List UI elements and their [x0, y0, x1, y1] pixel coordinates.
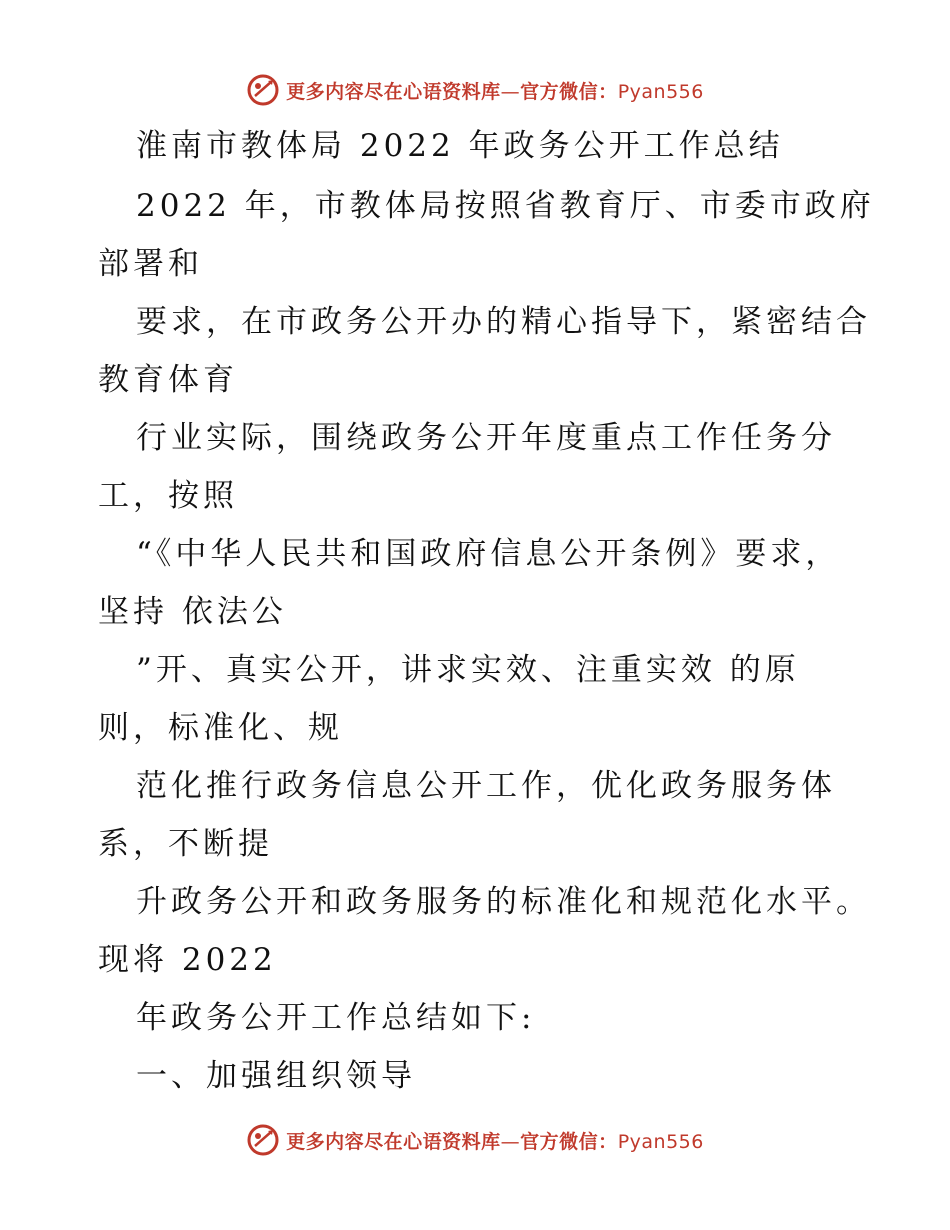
paragraph-line: 工，按照 [98, 478, 238, 514]
document-title: 淮南市教体局 2022 年政务公开工作总结 [136, 128, 784, 164]
paragraph-line: 部署和 [98, 246, 203, 282]
paragraph-line: 2022 年，市教体局按照省教育厅、市委市政府 [136, 188, 875, 224]
watermark-text: 更多内容尽在心语资料库—官方微信：Pyan556 [286, 1130, 704, 1153]
paragraph-line: 现将 2022 [98, 942, 277, 978]
footer-watermark [0, 1120, 950, 1160]
paragraph-line: 行业实际，围绕政务公开年度重点工作任务分 [136, 420, 836, 456]
paragraph-line: 教育体育 [98, 362, 238, 398]
section-heading: 一、加强组织领导 [136, 1058, 416, 1094]
header-watermark [0, 70, 950, 110]
paragraph-line: 系，不断提 [98, 826, 273, 862]
paragraph-line: 则，标准化、规 [98, 710, 343, 746]
brand-logo-icon [246, 1123, 280, 1157]
paragraph-line: 范化推行政务信息公开工作，优化政务服务体 [136, 768, 836, 804]
paragraph-line: 升政务公开和政务服务的标准化和规范化水平。 [136, 884, 871, 920]
brand-logo-icon [246, 73, 280, 107]
paragraph-line: 坚持 依法公 [98, 594, 287, 630]
paragraph-line: 年政务公开工作总结如下: [136, 1000, 536, 1036]
watermark-text: 更多内容尽在心语资料库—官方微信：Pyan556 [286, 80, 704, 103]
paragraph-line: 要求，在市政务公开办的精心指导下，紧密结合 [136, 304, 871, 340]
paragraph-line: “《中华人民共和国政府信息公开条例》要求， [136, 536, 841, 572]
paragraph-line: ”开、真实公开，讲求实效、注重实效 的原 [136, 652, 800, 688]
